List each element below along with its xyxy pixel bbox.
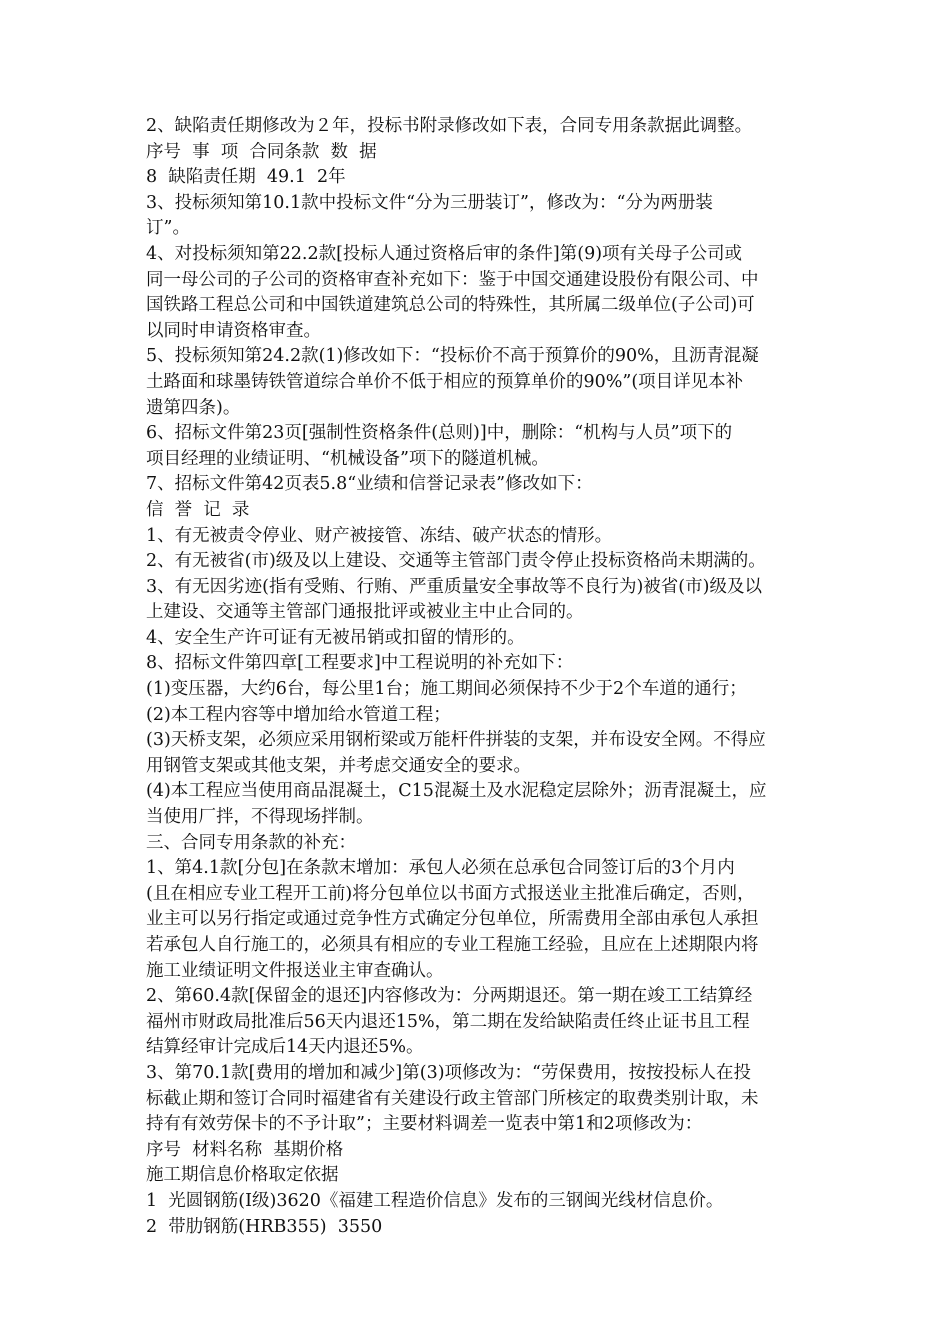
table-header-line: 施工期信息价格取定依据 <box>146 1165 339 1186</box>
text-line: 2、第60.4款[保留金的退还]内容修改为：分两期退还。第一期在竣工工结算经 <box>146 986 753 1007</box>
text-line: 订”。 <box>146 218 190 239</box>
text-line: 土路面和球墨铸铁管道综合单价不低于相应的预算单价的90%”(项目详见本补 <box>146 371 744 392</box>
section-heading-line: 三、合同专用条款的补充： <box>146 832 356 853</box>
text-line: 业主可以另行指定或通过竞争性方式确定分包单位，所需费用全部由承包人承担 <box>146 909 759 930</box>
text-line: (且在相应专业工程开工前)将分包单位以书面方式报送业主批准后确定，否则， <box>146 883 755 904</box>
text-line: 结算经审计完成后14天内退还5%。 <box>146 1037 424 1058</box>
text-line: 若承包人自行施工的，必须具有相应的专业工程施工经验，且应在上述期限内将 <box>146 935 759 955</box>
text-line: 8、招标文件第四章[工程要求]中工程说明的补充如下： <box>146 653 574 674</box>
text-line: 7、招标文件第42页表5.8“业绩和信誉记录表”修改如下： <box>146 474 593 495</box>
text-line: 遗第四条)。 <box>146 397 241 418</box>
text-line: 4、安全生产许可证有无被吊销或扣留的情形的。 <box>146 627 525 648</box>
text-line: 2、缺陷责任期修改为２年，投标书附录修改如下表，合同专用条款据此调整。 <box>146 116 753 136</box>
text-line: 持有有效劳保卡的不予计取”；主要材料调差一览表中第1和2项修改为： <box>146 1114 703 1135</box>
text-line: 6、招标文件第23页[强制性资格条件(总则)]中，删除：“机构与人员”项下的 <box>146 423 733 444</box>
text-line: 施工业绩证明文件报送业主审查确认。 <box>146 960 444 981</box>
document-body <box>146 114 816 1240</box>
text-line: (3)天桥支架，必须应采用钢桁梁或万能杆件拼装的支架，并布设安全网。不得应 <box>146 730 766 751</box>
text-line: (4)本工程应当使用商品混凝土，C15混凝土及水泥稳定层除外；沥青混凝土，应 <box>146 781 767 802</box>
table-header-line: 序号 材料名称 基期价格 <box>146 1139 344 1160</box>
text-line: 福州市财政局批准后56天内退还15%，第二期在发给缺陷责任终止证书且工程 <box>146 1011 750 1032</box>
table-row-line: 1 光圆钢筋(Ⅰ级)3620《福建工程造价信息》发布的三钢闽光线材信息价。 <box>146 1190 724 1211</box>
text-line: 1、有无被责令停业、财产被接管、冻结、破产状态的情形。 <box>146 525 613 546</box>
text-line: 同一母公司的子公司的资格审查补充如下：鉴于中国交通建设股份有限公司、中 <box>146 269 759 290</box>
text-line: 3、投标须知第10.1款中投标文件“分为三册装订”，修改为：“分为两册装 <box>146 192 713 213</box>
text-line: 国铁路工程总公司和中国铁道建筑总公司的特殊性，其所属二级单位(子公司)可 <box>146 295 755 316</box>
text-line: 用钢管支架或其他支架，并考虑交通安全的要求。 <box>146 755 531 776</box>
text-line: 当使用厂拌，不得现场拌制。 <box>146 807 374 828</box>
text-line: 2、有无被省(市)级及以上建设、交通等主管部门责令停止投标资格尚未期满的。 <box>146 551 766 572</box>
text-line: 上建设、交通等主管部门通报批评或被业主中止合同的。 <box>146 602 584 623</box>
text-line: 标截止期和签订合同时福建省有关建设行政主管部门所核定的取费类别计取，未 <box>146 1088 759 1109</box>
text-line: (2)本工程内容等中增加给水管道工程； <box>146 704 451 725</box>
text-line: 4、对投标须知第22.2款[投标人通过资格后审的条件]第(9)项有关母子公司或 <box>146 243 743 264</box>
text-line: 项目经理的业绩证明、“机械设备”项下的隧道机械。 <box>146 448 549 469</box>
table-header-line: 序号 事 项 合同条款 数 据 <box>146 141 377 162</box>
text-line: 以同时申请资格审查。 <box>146 320 321 341</box>
text-line: 3、有无因劣迹(指有受贿、行贿、严重质量安全事故等不良行为)被省(市)级及以 <box>146 576 762 597</box>
text-line: 1、第4.1款[分包]在条款末增加：承包人必须在总承包合同签订后的3个月内 <box>146 858 735 879</box>
text-line: (1)变压器，大约6台，每公里1台；施工期间必须保持不少于2个车道的通行； <box>146 679 747 700</box>
text-line: 5、投标须知第24.2款(1)修改如下：“投标价不高于预算价的90%，且沥青混凝 <box>146 346 759 367</box>
section-heading-line: 信 誉 记 录 <box>146 499 250 520</box>
table-row-line: 8 缺陷责任期 49.1 2年 <box>146 167 346 188</box>
text-line: 3、第70.1款[费用的增加和减少]第(3)项修改为：“劳保费用，按按投标人在投 <box>146 1062 751 1083</box>
table-row-line: 2 带肋钢筋(HRB355) 3550 <box>146 1216 383 1237</box>
